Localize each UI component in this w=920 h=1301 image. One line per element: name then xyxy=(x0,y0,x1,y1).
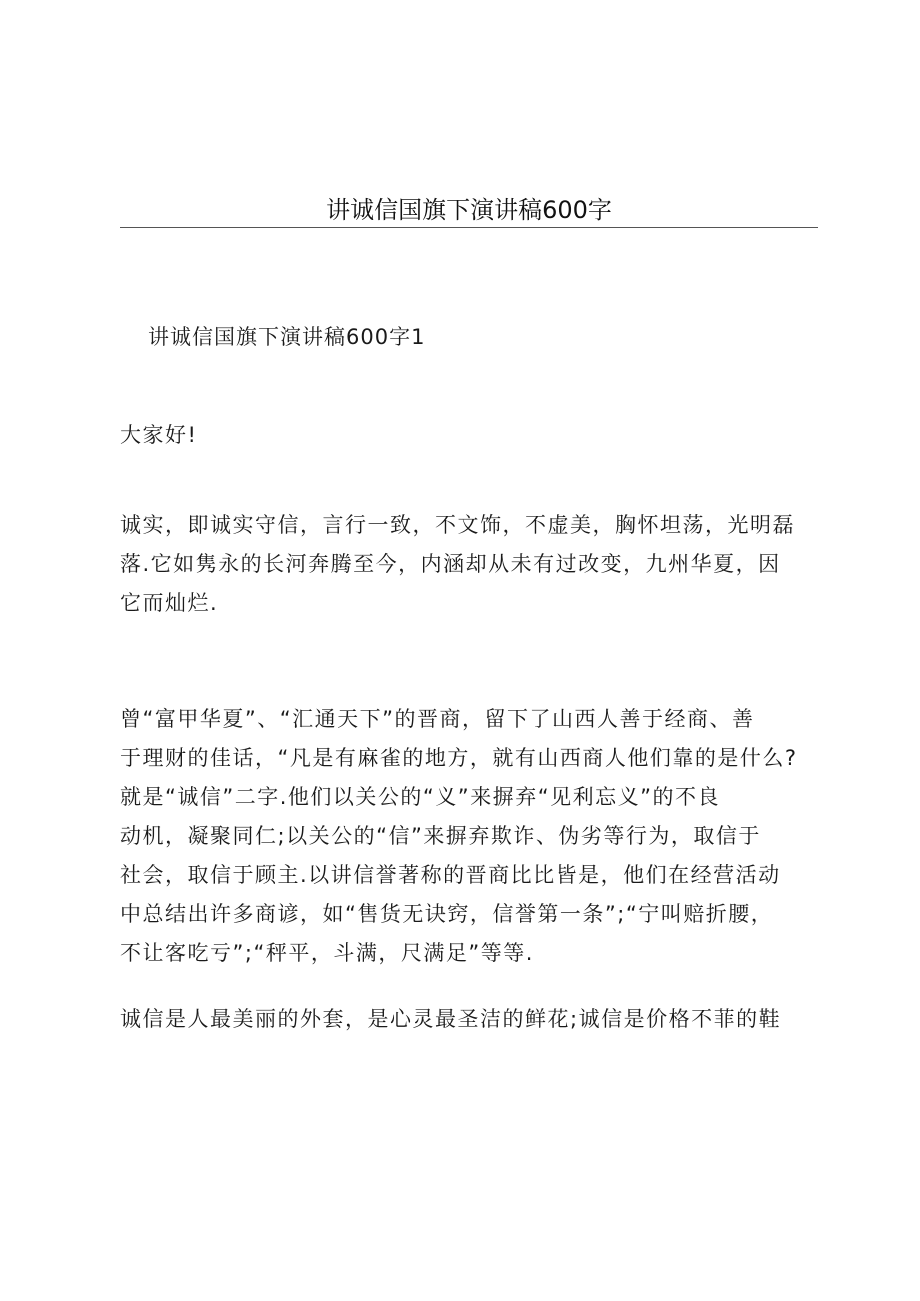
title-underline xyxy=(120,227,818,228)
document-title: 讲诚信国旗下演讲稿600字 xyxy=(326,196,612,224)
paragraph-line: 不让客吃亏”;“秤平，斗满，尺满足”等等. xyxy=(120,941,534,965)
paragraph-1 xyxy=(120,506,818,623)
paragraph-3 xyxy=(120,1000,818,1039)
paragraph-line: 动机，凝聚同仁;以关公的“信”来摒弃欺诈、伪劣等行为，取信于 xyxy=(120,824,761,848)
greeting-paragraph: 大家好! xyxy=(120,423,198,447)
paragraph-line: 它而灿烂. xyxy=(120,591,219,615)
paragraph-line: 就是“诚信”二字.他们以关公的“义”来摒弃“见利忘义”的不良 xyxy=(120,785,720,809)
paragraph-line: 中总结出许多商谚，如“售货无诀窍，信誉第一条”;“宁叫赔折腰， xyxy=(120,902,774,926)
paragraph-line: 诚实，即诚实守信，言行一致，不文饰，不虚美，胸怀坦荡，光明磊 xyxy=(120,513,795,537)
paragraph-line: 落.它如隽永的长河奔腾至今，内涵却从未有过改变，九州华夏，因 xyxy=(120,552,781,576)
paragraph-line: 社会，取信于顾主.以讲信誉著称的晋商比比皆是，他们在经营活动 xyxy=(120,863,781,887)
paragraph-line: 曾“富甲华夏”、“汇通天下”的晋商，留下了山西人善于经商、善 xyxy=(120,707,755,731)
paragraph-2 xyxy=(120,700,818,973)
paragraph-line: 诚信是人最美丽的外套，是心灵最圣洁的鲜花;诚信是价格不菲的鞋 xyxy=(120,1007,782,1031)
section-heading: 讲诚信国旗下演讲稿600字1 xyxy=(148,325,426,349)
paragraph-line: 于理财的佳话，“凡是有麻雀的地方，就有山西商人他们靠的是什么? xyxy=(120,746,798,770)
